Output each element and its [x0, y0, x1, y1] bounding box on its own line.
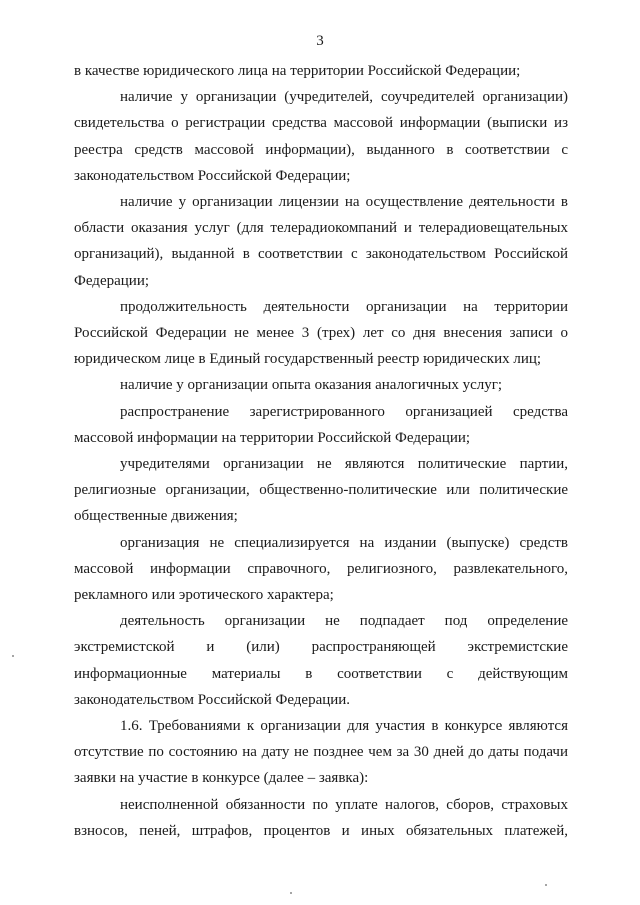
- scan-speck: [12, 655, 14, 657]
- paragraph-license: наличие у организации лицензии на осуществление деятельности в области оказания услуг (для телерадиокомпаний и телерадиовещательных организаций), выданной в соответствии с законодательством Российской Федерации;: [74, 194, 568, 289]
- paragraph-media-registration: наличие у организации (учредителей, соучредителей организации) свидетельства о регистрации средства массовой информации (выписки из реестра средств массовой информации), выданного в соответствии с законодательством Российской Федерации;: [74, 89, 568, 184]
- paragraph-activity-duration: продолжительность деятельности организации на территории Российской Федерации не менее 3 (трех) лет со дня внесения записи о юридическом лице в Единый государственный реестр юридических лиц;: [74, 298, 568, 368]
- scan-speck: [290, 892, 292, 894]
- paragraph-tax-obligations: неисполненной обязанности по уплате налогов, сборов, страховых взносов, пеней, штрафов, процентов и иных обязательных платежей,: [74, 796, 568, 839]
- paragraph-requirements-1-6: 1.6. Требованиями к организации для участия в конкурсе являются отсутствие по состоянию на дату не позднее чем за 30 дней до даты подачи заявки на участие в конкурсе (далее – заявка):: [74, 718, 568, 787]
- document-body: [74, 58, 568, 844]
- paragraph-extremism: деятельность организации не подпадает под определение экстремистской и (или) распространяющей экстремистские информационные материалы в соответствии с действующим законодательством Российской Федерации.: [74, 613, 568, 708]
- paragraph-distribution: распространение зарегистрированного организацией средства массовой информации на территории Российской Федерации;: [74, 403, 568, 446]
- page-number: 3: [316, 33, 324, 49]
- scan-speck: [545, 884, 547, 886]
- paragraph-founders: учредителями организации не являются политические партии, религиозные организации, общественно-политические или политические общественные движения;: [74, 456, 568, 525]
- paragraph-experience: наличие у организации опыта оказания аналогичных услуг;: [120, 377, 503, 394]
- paragraph-legal-entity: в качестве юридического лица на территории Российской Федерации;: [74, 63, 521, 79]
- paragraph-specialization: организация не специализируется на издании (выпуске) средств массовой информации справочного, религиозного, развлекательного, рекламного или эротического характера;: [74, 534, 568, 604]
